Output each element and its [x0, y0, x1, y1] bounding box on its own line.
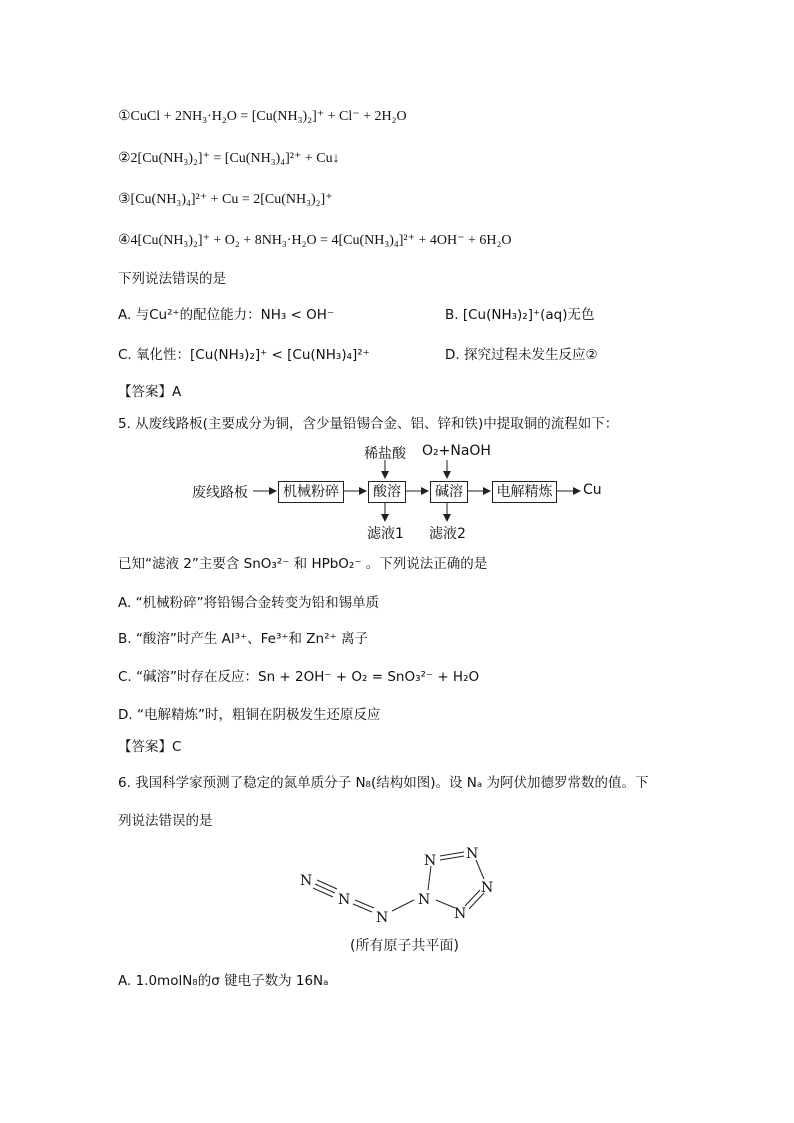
- atom-n6: N: [466, 846, 479, 862]
- q5-answer: 【答案】C: [118, 739, 182, 755]
- q5-option-c: C. “碱溶”时存在反应：Sn + 2OH⁻ + O₂ = SnO₃²⁻ + H₂O: [118, 669, 480, 685]
- atom-n1: N: [300, 873, 313, 889]
- reaction-4: ④4[Cu(NH₃)₂]⁺ + O₂ + 8NH₃·H₂O = 4[Cu(NH₃)₄]²⁺ + 4OH⁻ + 6H₂O: [118, 233, 512, 248]
- flow-filtrate-2: 滤液2: [429, 526, 466, 542]
- q4-option-a: A. 与Cu²⁺的配位能力：NH₃ < OH⁻: [118, 307, 335, 323]
- question-5-stem: 5. 从废线路板(主要成分为铜，含少量铅锡合金、铝、锌和铁)中提取铜的流程如下：: [118, 416, 619, 432]
- atom-n7: N: [481, 880, 494, 896]
- q6-option-a: A. 1.0molN₈的σ 键电子数为 16Nₐ: [118, 973, 329, 989]
- atom-n2: N: [338, 892, 351, 908]
- q5-option-b: B. “酸溶”时产生 Al³⁺、Fe³⁺和 Zn²⁺ 离子: [118, 631, 368, 647]
- atom-n8: N: [454, 906, 467, 922]
- flow-reagent-2: O₂+NaOH: [422, 443, 491, 459]
- flow-step-alkali: 碱溶: [430, 481, 468, 503]
- flow-start: 废线路板: [192, 485, 248, 501]
- q5-option-a: A. “机械粉碎”将铅锡合金转变为铅和锡单质: [118, 595, 380, 611]
- flow-reagent-1: 稀盐酸: [364, 446, 406, 462]
- q4-option-b: B. [Cu(NH₃)₂]⁺(aq)无色: [445, 307, 595, 323]
- question-6-stem-line1: 6. 我国科学家预测了稳定的氮单质分子 N₈(结构如图)。设 Nₐ 为阿伏加德罗常数的值。下: [118, 775, 649, 791]
- flow-step-acid: 酸溶: [368, 481, 406, 503]
- flow-filtrate-1: 滤液1: [367, 526, 404, 542]
- q4-option-c: C. 氧化性：[Cu(NH₃)₂]⁺ < [Cu(NH₃)₄]²⁺: [118, 347, 370, 363]
- atom-n3: N: [376, 910, 389, 926]
- reaction-2: ②2[Cu(NH₃)₂]⁺ = [Cu(NH₃)₄]²⁺ + Cu↓: [118, 151, 340, 166]
- flow-end: Cu: [583, 482, 602, 498]
- q4-answer: 【答案】A: [118, 384, 182, 400]
- n8-structure-diagram: [0, 836, 794, 936]
- reaction-1: ①CuCl + 2NH₃·H₂O = [Cu(NH₃)₂]⁺ + Cl⁻ + 2H₂O: [118, 109, 407, 124]
- reaction-3: ③[Cu(NH₃)₄]²⁺ + Cu = 2[Cu(NH₃)₂]⁺: [118, 192, 333, 207]
- diagram-caption: (所有原子共平面): [350, 938, 459, 954]
- q4-option-d: D. 探究过程未发生反应②: [445, 347, 598, 363]
- question-4-stem: 下列说法错误的是: [118, 271, 226, 287]
- q5-option-d: D. “电解精炼”时，粗铜在阴极发生还原反应: [118, 707, 381, 723]
- atom-n5: N: [424, 853, 437, 869]
- flow-step-electrolysis: 电解精炼: [492, 481, 557, 503]
- atom-n4: N: [418, 892, 431, 908]
- question-6-stem-line2: 列说法错误的是: [118, 813, 213, 829]
- flow-step-crush: 机械粉碎: [278, 481, 344, 503]
- q5-note: 已知“滤液 2”主要含 SnO₃²⁻ 和 HPbO₂⁻ 。下列说法正确的是: [118, 556, 488, 572]
